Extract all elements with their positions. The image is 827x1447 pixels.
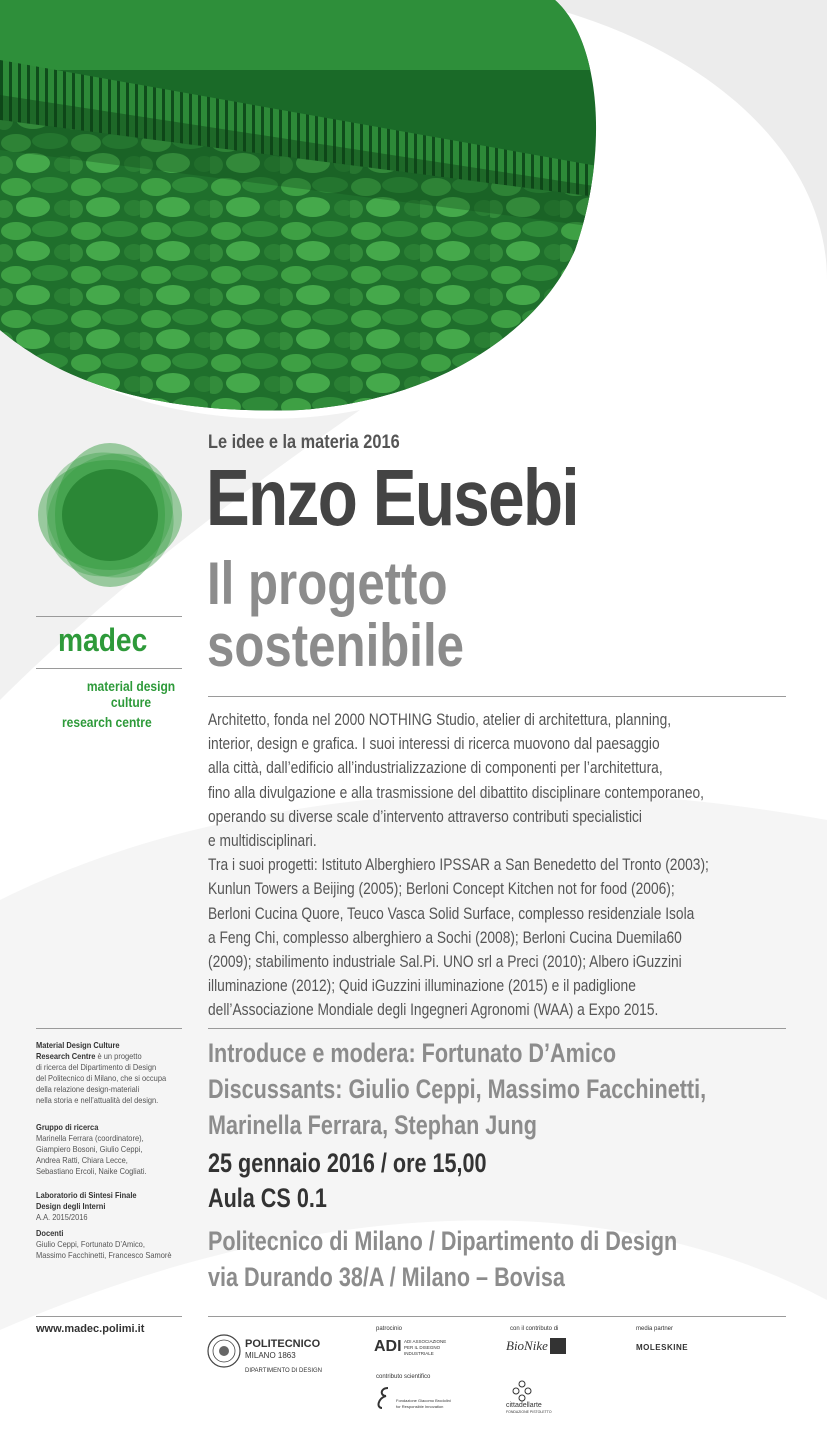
bio-line: a Feng Chi, complesso alberghiero a Sochi (2008); Berloni Cucina Duemila60 [208,927,682,947]
bionike-badge-icon [550,1338,566,1354]
cittadellarte-logo [506,1380,576,1414]
adi-logo [374,1336,454,1360]
polimi-name: POLITECNICO [245,1338,321,1350]
sidebar-intro-text: nella storia e nell’attualità del design. [36,1095,159,1105]
discussants-line: Discussants: Giulio Ceppi, Massimo Facchinetti, [208,1074,707,1104]
media-partner-label: media partner [636,1326,674,1332]
bio-line: Architetto, fonda nel 2000 NOTHING Studio, atelier di architettura, planning, [208,710,672,729]
sidebar-lab-title: Laboratorio di Sintesi Finale [36,1190,137,1200]
moderator-line: Introduce e modera: Fortunato D’Amico [208,1038,617,1068]
speaker-bio [208,708,775,1023]
contributo-label: con il contributo di [510,1326,559,1332]
brand-tagline [67,678,196,710]
venue-line: Politecnico di Milano / Dipartimento di Design [208,1226,678,1256]
fondazione-text: Fondazione Giacomo Brodolini [396,1398,451,1403]
brand-name: madec [58,622,148,658]
bio-line: fino alla divulgazione e alla trasmissione del dibattito disciplinare contemporaneo, [208,782,705,802]
sidebar-intro-text: di ricerca del Dipartimento di Design [36,1062,157,1072]
bionike-mark: BioNike [506,1338,548,1353]
series-label: Le idee e la materia 2016 [208,432,400,453]
footer-rule-right [208,1316,786,1317]
sidebar-intro [36,1040,166,1106]
sidebar-docenti-text: Massimo Facchinetti, Francesco Samorè [36,1250,172,1260]
sidebar-group-text: Marinella Ferrara (coordinatore), [36,1133,144,1143]
fondazione-logo [374,1386,454,1412]
adi-text: ADI ASSOCIAZIONE [404,1339,447,1344]
moleskine-logo: MOLESKINE [636,1343,689,1352]
sidebar-docenti-text: Giulio Ceppi, Fortunato D’Amico, [36,1239,145,1249]
sidebar-group-text: Giampiero Bosoni, Giulio Ceppi, [36,1144,143,1154]
sidebar-lab [36,1190,137,1223]
polimi-city: MILANO 1863 [245,1351,296,1360]
scientific-label: contributo scientifico [376,1374,431,1380]
brand-rule-top [36,616,182,617]
sidebar-group-title: Gruppo di ricerca [36,1122,99,1132]
talk-title-line: sostenibile [207,612,465,679]
sidebar-docenti-title: Docenti [36,1228,64,1238]
cittadellarte-mark-icon [510,1380,534,1402]
brand-rule-bottom [36,668,182,669]
bio-line: dell’Associazione Mondiale degli Ingegneri Agronomi (WAA) a Expo 2015. [208,1000,659,1020]
bio-line: e multidisciplinari. [208,831,317,851]
polimi-dept: DIPARTIMENTO DI DESIGN [245,1368,323,1374]
sidebar-intro-text: della relazione design-materiali [36,1084,140,1094]
patrocinio-label: patrocinio [376,1326,403,1332]
bio-line: interior, design e grafica. I suoi interessi di ricerca muovono dal paesaggio [208,734,660,754]
event-room: Aula CS 0.1 [208,1183,327,1213]
sidebar-intro-title: Material Design Culture [36,1040,120,1050]
green-photo [0,0,620,420]
talk-title-line: Il progetto [207,550,448,617]
bio-rule-top [208,696,786,697]
fondazione-text: for Responsible Innovation [396,1404,444,1409]
bionike-logo [506,1336,568,1360]
bio-line: Tra i suoi progetti: Istituto Alberghiero IPSSAR a San Benedetto del Tronto (2003); [208,855,709,875]
adi-text: INDUSTRIALE [404,1351,434,1356]
fondazione-mark-icon [374,1386,394,1410]
sidebar-lab-year: A.A. 2015/2016 [36,1212,88,1222]
event-rule-top [208,1028,786,1029]
sidebar-group-text: Sebastiano Ercoli, Naike Cogliati. [36,1166,147,1176]
sidebar-intro-text: è un progetto [95,1051,142,1061]
discussants-line: Marinella Ferrara, Stephan Jung [208,1110,537,1140]
bio-line: operando su diverse scale d’intervento attraverso contributi specialistici [208,806,642,826]
talk-title [207,550,465,679]
sidebar-lab-title: Design degli Interni [36,1201,106,1211]
bio-line: illuminazione (2012); Quid iGuzzini illuminazione (2015) e il padiglione [208,976,636,996]
sidebar-docenti [36,1228,172,1261]
venue-line: via Durando 38/A / Milano – Bovisa [208,1262,565,1292]
adi-text: PER IL DISEGNO [404,1345,441,1350]
sidebar-intro-title: Research Centre [36,1051,96,1061]
brand-research-centre: research centre [62,714,152,730]
bio-line: Kunlun Towers a Beijing (2005); Berloni Concept Kitchen not for food (2006); [208,879,675,899]
polimi-logo [207,1334,347,1380]
brand-tagline-line: material design [86,678,176,694]
brand-tagline-line: culture [110,694,152,710]
speaker-name: Enzo Eusebi [206,453,578,542]
polimi-seal-icon [207,1334,241,1368]
event-date: 25 gennaio 2016 / ore 15,00 [208,1148,487,1178]
adi-mark: ADI [374,1338,402,1355]
bio-line: (2009); stabilimento industriale Sal.Pi. UNO srl a Preci (2010); Albero iGuzzini [208,952,682,972]
cittadellarte-sub: FONDAZIONE PISTOLETTO [506,1410,552,1414]
sidebar-rule-top [36,1028,182,1029]
bio-line: Berloni Cucina Quore, Teuco Vasca Solid Surface, complesso residenziale Isola [208,903,695,923]
website-link[interactable]: www.madec.polimi.it [36,1323,145,1335]
sidebar-group [36,1122,147,1177]
sidebar-intro-text: del Politecnico di Milano, che si occupa [36,1073,167,1083]
sidebar-group-text: Andrea Ratti, Chiara Lecce, [36,1155,128,1165]
cittadellarte-name: cittadellarte [506,1402,542,1409]
bio-line: alla città, dall’edificio all’industrializzazione di componenti per l’architettura, [208,758,663,778]
footer-rule-left [36,1316,182,1317]
